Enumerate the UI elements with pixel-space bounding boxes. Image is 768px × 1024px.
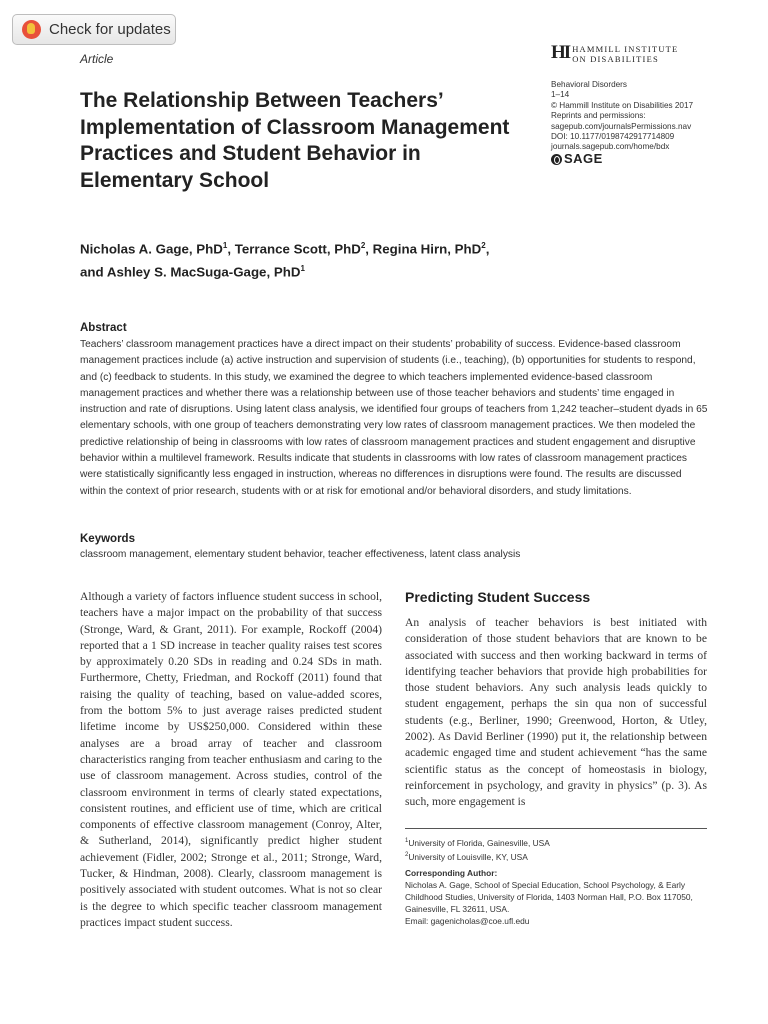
- footnotes: [405, 835, 710, 927]
- corresponding-address: Nicholas A. Gage, School of Special Education, School Psychology, & Early Childhood Studies, University of Florida, 1403 Norman Hall, P.O. Box 117050, Gainesville, FL 32611, USA.: [405, 879, 693, 915]
- reprints-label: Reprints and permissions:: [551, 111, 646, 121]
- logo-line-2: ON DISABILITIES: [572, 54, 659, 64]
- author-affiliation-ref: 1: [222, 241, 228, 250]
- article-type-label: Article: [80, 52, 114, 66]
- body-column-left: Although a variety of factors influence student success in school, teachers have a major impact on the probability of that success (Stronge, Ward, & Grant, 2011). For example, Rockoff (2004) reported that a 1 SD increase in teacher quality raises test scores by approximately 0.20 SDs in reading and 0.24 SDs in math. Furthermore, Chetty, Friedman, and Rockoff (2011) found that raising the quality of teaching, based on value-added scores, from the bottom 5% to just average raises predicted student lifetime income by US$250,000. Considered within these analyses are a broad array of teacher and classroom characteristics ranging from teacher enthusiasm and caring to the use of classroom management. Across studies, control of the classroom environment in terms of clearly stated expectations, consistent routines, and efficient use of time, which are critical components of effective classroom management (Conroy, Alter, & Sutherland, 2014), significantly predict higher student achievement (Fidler, 2002; Stronge et al., 2011; Stronge, Ward, Tucker, & Hindman, 2008). Clearly, classroom management is positively associated with student outcomes. What is not so clear is the degree to which specific teacher classroom management practices impact student success.: [80, 590, 382, 929]
- publisher-name: SAGE: [564, 151, 603, 167]
- journal-meta: [551, 80, 693, 165]
- doi[interactable]: DOI: 10.1177/0198742917714809: [551, 132, 675, 142]
- author-name: Nicholas A. Gage, PhD: [80, 241, 223, 257]
- permissions-link[interactable]: sagepub.com/journalsPermissions.nav: [551, 121, 692, 131]
- corresponding-heading: Corresponding Author:: [405, 867, 498, 878]
- author-affiliation-ref: 2: [481, 241, 486, 250]
- crossmark-icon: [22, 20, 41, 39]
- body-column-right: An analysis of teacher behaviors is best initiated with consideration of those student behaviors that are known to be associated with success and then working backward in terms of identifying teacher behaviors that provide high probabilities for those student behaviors. Any such analysis leads quickly to student engagement, perhaps the sin qua non of successful students (e.g., Berliner, 1990; Greenwood, Horton, & Utley, 2002). As David Berliner (1990) put it, the relationship between academic engaged time and student achievement “has the same scientific status as the concept of homeostasis in biology, reinforcement in psychology, and gravity in physics” (p. 3). As such, more engagement is: [405, 616, 707, 809]
- abstract-heading: Abstract: [80, 322, 127, 334]
- abstract-text: Teachers’ classroom management practices have a direct impact on their students’ probability of success. Evidence-based classroom management practices include (a) active instruction and supervision of students (i.e., teaching), (b) opportunities for students to respond, and (c) feedback to students. In this study, we examined the degree to which teachers implemented evidence-based classroom management practices and whether there was a relationship between use of those teacher behaviors and students’ time engaged in instruction and rate of disruptions. Using latent class analysis, we identified four groups of teachers from 1,242 teacher–student dyads in 65 elementary schools, with one group of teachers demonstrating very low rates of classroom management practices. We then modeled the predictive relationship of being in classrooms with low rates of classroom management practices and student engagement and disruptive behavior within a multilevel framework. Results indicate that students in classrooms with low rates of classroom management practices were statistically significantly less engaged in instruction, whereas no differences in disruptions were found. The results are discussed within the context of prior research, students with or at risk for emotional and/or behavioral disorders, and study limitations.: [80, 339, 708, 497]
- sage-icon: [551, 154, 562, 165]
- page-range: 1–14: [551, 90, 570, 100]
- check-for-updates-label: Check for updates: [49, 21, 171, 38]
- author-list: Nicholas A. Gage, PhD$^1$, Terrance Scott, PhD$^2$, Regina Hirn, PhD$^2$, and Ashley S. MacSuga-Gage, PhD$^1$: [80, 241, 490, 280]
- check-for-updates-button[interactable]: [12, 14, 176, 45]
- publisher-logo: [551, 151, 693, 167]
- article-title: The Relationship Between Teachers’ Implementation of Classroom Management Practices and Student Behavior in Elementary School: [80, 89, 510, 192]
- author-name: Terrance Scott, PhD: [234, 241, 361, 257]
- keywords-text: classroom management, elementary student behavior, teacher effectiveness, latent class analysis: [80, 549, 521, 560]
- logo-line-1: HAMMILL INSTITUTE: [572, 44, 679, 54]
- journal-logo: [551, 44, 678, 64]
- author-affiliation-ref: 1: [300, 264, 305, 274]
- journal-home-link[interactable]: journals.sagepub.com/home/bdx: [551, 142, 670, 152]
- author-name: Regina Hirn, PhD: [372, 241, 482, 257]
- keywords-heading: Keywords: [80, 533, 135, 545]
- copyright: © Hammill Institute on Disabilities 2017: [551, 100, 694, 110]
- affiliation-1: $^1$University of Florida, Gainesville, USA: [405, 837, 550, 848]
- hammill-logo-mark: HI: [551, 42, 570, 63]
- author-name: and Ashley S. MacSuga-Gage, PhD: [80, 264, 301, 280]
- author-affiliation-ref: 2: [360, 241, 366, 250]
- section-heading: Predicting Student Success: [405, 589, 591, 605]
- journal-name: Behavioral Disorders: [551, 80, 627, 89]
- footnote-divider: [405, 828, 707, 829]
- corresponding-email[interactable]: Email: gagenicholas@coe.ufl.edu: [405, 916, 530, 927]
- affiliation-2: $^2$University of Louisville, KY, USA: [405, 851, 528, 862]
